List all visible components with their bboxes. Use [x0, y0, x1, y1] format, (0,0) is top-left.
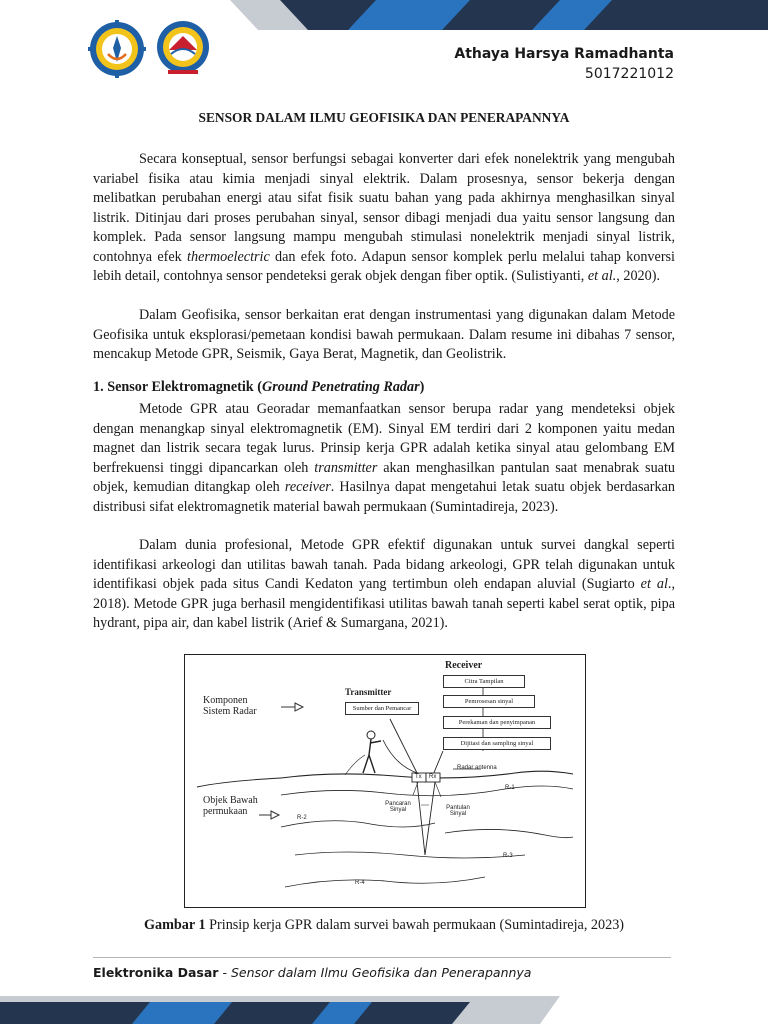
intro-paragraph-2: Dalam Geofisika, sensor berkaitan erat dengan instrumentasi yang digunakan dalam Metode Geofisika untuk eksplorasi/pemetaan kondisi bawah permukaan. Dalam resume ini dibahas 7 sensor, mencakup Metode GPR, Seismik, Gaya Berat, Magnetik, dan Geolistrik.: [93, 307, 675, 362]
objek-bawah-permukaan-label: Objek Bawah permukaan: [203, 795, 258, 817]
footer-separator: -: [218, 965, 231, 980]
text-run: akan menghasilkan pantulan saat menabrak suatu objek, kemudian ditangkap oleh: [93, 459, 675, 495]
author-name: Athaya Harsya Ramadhanta: [454, 46, 674, 62]
heading-run: 1. Sensor Elektromagnetik (: [93, 379, 262, 395]
italic-term: receiver: [284, 479, 331, 495]
italic-term: et al.: [587, 268, 617, 284]
reflector-r2-label: R-2: [297, 815, 307, 821]
transmitter-label: Transmitter: [345, 687, 392, 697]
italic-term: thermoelectric: [187, 248, 270, 265]
komponen-sistem-radar-label: Komponen Sistem Radar: [203, 695, 257, 717]
text-run: Dalam dunia profesional, Metode GPR efektif digunakan untuk survei dangkal seperti identifikasi arkeologi dan utilitas bawah tanah. Pada bidang arkeologi, GPR telah digunakan untuk identifikasi objek pada situs Candi Kedaton yang tertimbun oleh endapan aluvial (Sugiarto: [93, 537, 675, 592]
tx-label: Tx: [415, 774, 422, 780]
footer-text: [93, 965, 531, 980]
rx-label: Rx: [429, 774, 437, 780]
gpr-diagram-figure: [184, 654, 586, 908]
footer-divider: [93, 957, 671, 958]
author-student-id: 5017221012: [584, 66, 674, 82]
heading-italic: Ground Penetrating Radar: [261, 379, 420, 395]
text-run: dan efek foto. Adapun sensor komplek perlu melalui tahap konversi lebih detail, contohnya sensor pendeteksi gerak objek dengan fiber optik. (Sulistiyanti,: [93, 248, 676, 284]
text-run: . Hasilnya dapat mengetahui letak suatu objek berdasarkan distribusi sifat elektromagnetik material bawah permukaan (Sumintadireja, 2023).: [93, 479, 675, 515]
radar-antenna-label: Radar antenna: [457, 765, 497, 771]
reflector-r3-label: R-3: [503, 853, 513, 859]
section-1-paragraph-1: [93, 400, 675, 517]
text-run: Metode GPR atau Georadar memanfaatkan sensor berupa radar yang mendeteksi objek dengan menangkap sinyal elektromagnetik (EM). Sinyal EM terdiri dari 2 komponen yaitu medan magnet dan listrik secara tegak lurus. Prinsip kerja GPR adalah ketika sinyal atau gelombang EM berfrekuensi tinggi dipancarkan oleh: [93, 401, 675, 476]
heading-run: ): [419, 379, 425, 395]
transmitter-box: Sumber dan Pemancar: [345, 702, 419, 715]
caption-text: Prinsip kerja GPR dalam survei bawah permukaan (Sumintadireja, 2023): [205, 917, 625, 933]
footer-subtitle: Sensor dalam Ilmu Geofisika dan Penerapannya: [230, 965, 532, 980]
figure-caption: [93, 917, 675, 934]
reflector-r1-label: R-1: [505, 785, 515, 791]
author-block: [454, 44, 674, 84]
receiver-box-digitizing: Dijitasi dan sampling sinyal: [443, 737, 551, 750]
section-1-paragraph-2: [93, 536, 675, 634]
text-run: , 2020).: [616, 268, 660, 284]
teknik-geofisika-logo-icon: [154, 20, 212, 78]
receiver-label: Receiver: [445, 660, 483, 671]
receiver-box-display: Citra Tampilan: [443, 675, 525, 688]
document-title: SENSOR DALAM ILMU GEOFISIKA DAN PENERAPANNYA: [198, 110, 570, 125]
footer-course: Elektronika Dasar: [93, 965, 219, 980]
text-run: Secara konseptual, sensor berfungsi sebagai konverter dari efek nonelektrik yang mengubah variabel fisika atau kimia menjadi sinyal elektrik. Dalam prosesnya, sensor bekerja dengan melibatkan perubahan energi atau sifat fisik suatu bahan yang pada akhirnya menghasilkan sinyal listrik. Ditinjau dari proses perubahan sinyal, sensor dibagi menjadi dua yaitu sensor langsung dan komplek. Pada sensor langsung mampu mengubah stimulasi nonelektrik menjadi sinyal listrik, contohnya efek: [93, 151, 675, 265]
caption-number: Gambar 1: [143, 917, 206, 933]
receiver-box-recording: Perekaman dan penyimpanan: [443, 716, 551, 729]
pancaran-sinyal-label: Pancaran Sinyal: [385, 801, 411, 813]
reflector-r4-label: R-4: [355, 880, 365, 886]
intro-paragraph-1: [93, 150, 675, 287]
section-1-heading: [93, 379, 424, 396]
footer-decorative-band: [0, 996, 768, 1024]
italic-term: et al: [640, 576, 668, 592]
italic-term: transmitter: [314, 459, 378, 476]
pantulan-sinyal-label: Pantulan Sinyal: [446, 805, 470, 817]
its-emblem-icon: [88, 20, 146, 78]
receiver-box-processing: Pemrosesan sinyal: [443, 695, 535, 708]
text-run: ., 2018). Metode GPR juga berhasil mengidentifikasi utilitas bawah tanah seperti kabel serat optik, pipa hydrant, pipa air, dan kabel listrik (Arief & Sumargana, 2021).: [93, 576, 675, 631]
